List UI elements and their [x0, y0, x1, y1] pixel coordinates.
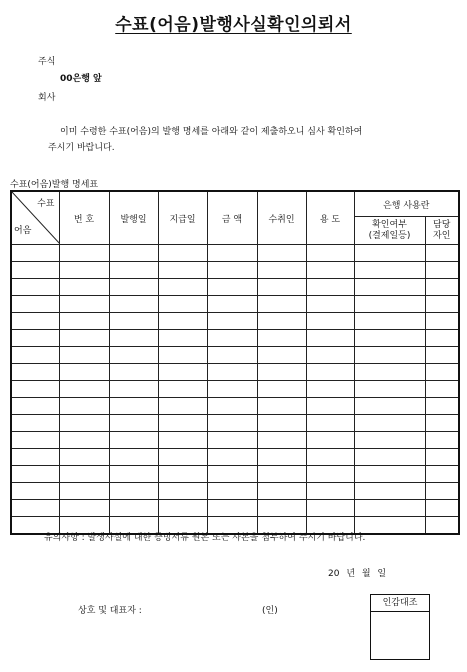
table-cell — [306, 483, 354, 500]
seal-verification-header: 인감대조 — [371, 595, 429, 612]
table-cell — [354, 432, 425, 449]
table-row — [11, 330, 459, 347]
table-cell — [425, 398, 459, 415]
table-cell — [109, 398, 158, 415]
col-header-number: 번 호 — [59, 191, 109, 245]
table-cell — [354, 262, 425, 279]
table-cell — [11, 381, 59, 398]
table-cell — [207, 432, 257, 449]
table-cell — [158, 449, 207, 466]
table-cell — [354, 500, 425, 517]
table-cell — [257, 500, 306, 517]
issuance-detail-table — [10, 190, 460, 535]
confirmation-label-line1: 확인여부 — [372, 219, 407, 230]
request-body-line1: 이미 수령한 수표(어음)의 발행 명세를 아래와 같이 제출하오니 심사 확인하여 — [60, 127, 363, 137]
table-cell — [425, 364, 459, 381]
table-cell — [306, 279, 354, 296]
table-cell — [257, 262, 306, 279]
table-cell — [11, 500, 59, 517]
signature-label: 상호 및 대표자 : — [78, 606, 142, 616]
table-cell — [354, 313, 425, 330]
table-cell — [59, 466, 109, 483]
table-row — [11, 500, 459, 517]
table-cell — [306, 245, 354, 262]
table-row — [11, 245, 459, 262]
table-cell — [109, 313, 158, 330]
table-cell — [257, 279, 306, 296]
diag-label-check: 수표 — [37, 199, 55, 209]
col-header-purpose: 용 도 — [306, 191, 354, 245]
table-cell — [425, 466, 459, 483]
date-line: 20 년 월 일 — [328, 569, 387, 579]
col-header-payee: 수취인 — [257, 191, 306, 245]
table-cell — [354, 449, 425, 466]
table-cell — [425, 500, 459, 517]
table-cell — [425, 381, 459, 398]
table-cell — [354, 415, 425, 432]
table-cell — [59, 483, 109, 500]
addressee-name: 00은행 앞 — [60, 74, 102, 84]
table-row — [11, 296, 459, 313]
table-cell — [354, 483, 425, 500]
table-cell — [109, 296, 158, 313]
table-cell — [207, 466, 257, 483]
table-cell — [306, 449, 354, 466]
table-cell — [306, 296, 354, 313]
table-cell — [306, 330, 354, 347]
table-cell — [207, 364, 257, 381]
table-cell — [354, 296, 425, 313]
table-cell — [11, 466, 59, 483]
table-cell — [257, 330, 306, 347]
col-header-bank-use: 은행 사용란 — [354, 191, 459, 217]
table-row — [11, 449, 459, 466]
table-row — [11, 398, 459, 415]
table-cell — [425, 330, 459, 347]
table-cell — [158, 381, 207, 398]
table-cell — [257, 466, 306, 483]
table-cell — [158, 347, 207, 364]
officer-label-line2: 자인 — [433, 230, 451, 241]
table-cell — [11, 245, 59, 262]
table-cell — [257, 296, 306, 313]
table-cell — [207, 415, 257, 432]
table-row — [11, 466, 459, 483]
diag-label-bill: 어음 — [14, 226, 32, 236]
table-cell — [257, 449, 306, 466]
col-header-issue-date: 발행일 — [109, 191, 158, 245]
diagonal-header-cell — [11, 191, 59, 245]
table-row — [11, 415, 459, 432]
table-cell — [59, 432, 109, 449]
table-cell — [59, 245, 109, 262]
table-cell — [109, 466, 158, 483]
table-cell — [11, 313, 59, 330]
notice-text: 유의사항 : 발생사실에 대한 증빙서류 원본 또는 사본을 첨부하여 주시기 바랍니다. — [44, 533, 366, 543]
table-cell — [306, 262, 354, 279]
table-cell — [207, 330, 257, 347]
table-cell — [109, 330, 158, 347]
table-title: 수표(어음)발행 명세표 — [10, 180, 99, 190]
table-cell — [425, 432, 459, 449]
table-cell — [109, 347, 158, 364]
seal-mark: (인) — [262, 606, 278, 616]
table-cell — [306, 500, 354, 517]
table-cell — [207, 483, 257, 500]
table-cell — [11, 279, 59, 296]
table-cell — [306, 364, 354, 381]
request-body-line2: 주시기 바랍니다. — [48, 143, 115, 153]
table-cell — [158, 398, 207, 415]
table-cell — [11, 483, 59, 500]
table-cell — [257, 347, 306, 364]
table-cell — [425, 517, 459, 535]
table-cell — [11, 330, 59, 347]
table-cell — [306, 398, 354, 415]
table-cell — [207, 381, 257, 398]
table-row — [11, 313, 459, 330]
table-cell — [59, 381, 109, 398]
officer-label-line1: 담당 — [433, 219, 451, 230]
table-cell — [11, 296, 59, 313]
table-cell — [59, 296, 109, 313]
table-cell — [158, 483, 207, 500]
table-cell — [109, 245, 158, 262]
table-cell — [354, 347, 425, 364]
table-cell — [109, 432, 158, 449]
table-cell — [257, 381, 306, 398]
request-body — [48, 124, 440, 156]
table-cell — [207, 313, 257, 330]
table-cell — [109, 364, 158, 381]
confirmation-label-line2: (결제일등) — [368, 230, 411, 241]
table-cell — [109, 449, 158, 466]
table-row — [11, 347, 459, 364]
table-cell — [109, 415, 158, 432]
table-cell — [11, 364, 59, 381]
table-cell — [257, 364, 306, 381]
table-cell — [354, 398, 425, 415]
table-cell — [306, 313, 354, 330]
table-cell — [158, 432, 207, 449]
table-cell — [158, 364, 207, 381]
table-body — [11, 245, 459, 535]
table-cell — [257, 398, 306, 415]
table-cell — [158, 245, 207, 262]
table-cell — [425, 262, 459, 279]
table-cell — [354, 245, 425, 262]
table-row — [11, 432, 459, 449]
table-cell — [257, 415, 306, 432]
table-cell — [207, 262, 257, 279]
table-row — [11, 279, 459, 296]
table-row — [11, 364, 459, 381]
table-cell — [306, 466, 354, 483]
table-cell — [425, 347, 459, 364]
table-cell — [59, 364, 109, 381]
table-cell — [59, 500, 109, 517]
table-cell — [109, 262, 158, 279]
table-cell — [425, 245, 459, 262]
table-cell — [306, 432, 354, 449]
addressee-prefix: 주식 — [38, 57, 56, 67]
table-cell — [354, 381, 425, 398]
table-cell — [425, 313, 459, 330]
table-cell — [11, 347, 59, 364]
table-cell — [158, 330, 207, 347]
table-cell — [59, 262, 109, 279]
table-cell — [425, 296, 459, 313]
table-cell — [425, 415, 459, 432]
table-cell — [158, 296, 207, 313]
table-cell — [59, 398, 109, 415]
col-header-payment-date: 지급일 — [158, 191, 207, 245]
table-cell — [354, 330, 425, 347]
addressee-suffix: 회사 — [38, 93, 56, 103]
table-cell — [207, 347, 257, 364]
table-cell — [158, 262, 207, 279]
table-cell — [354, 279, 425, 296]
document-title: 수표(어음)발행사실확인의뢰서 — [115, 15, 352, 35]
table-cell — [59, 449, 109, 466]
table-cell — [425, 449, 459, 466]
table-row — [11, 262, 459, 279]
table-cell — [354, 364, 425, 381]
col-header-officer — [425, 217, 459, 245]
table-cell — [207, 279, 257, 296]
table-cell — [306, 415, 354, 432]
table-cell — [207, 245, 257, 262]
table-cell — [59, 347, 109, 364]
table-cell — [59, 415, 109, 432]
table-cell — [11, 398, 59, 415]
col-header-amount: 금 액 — [207, 191, 257, 245]
seal-verification-box — [370, 594, 430, 660]
table-cell — [59, 279, 109, 296]
table-cell — [158, 466, 207, 483]
table-cell — [306, 381, 354, 398]
table-cell — [158, 313, 207, 330]
table-row — [11, 483, 459, 500]
table-cell — [109, 500, 158, 517]
table-cell — [158, 500, 207, 517]
table-cell — [257, 313, 306, 330]
table-cell — [425, 279, 459, 296]
table-cell — [11, 449, 59, 466]
table-cell — [306, 347, 354, 364]
table-cell — [11, 415, 59, 432]
table-cell — [158, 415, 207, 432]
table-cell — [109, 483, 158, 500]
table-cell — [354, 466, 425, 483]
table-cell — [257, 245, 306, 262]
table-cell — [11, 262, 59, 279]
table-cell — [207, 449, 257, 466]
table-cell — [257, 483, 306, 500]
table-cell — [207, 296, 257, 313]
table-cell — [207, 500, 257, 517]
table-cell — [425, 483, 459, 500]
table-cell — [207, 398, 257, 415]
table-cell — [59, 313, 109, 330]
table-row — [11, 381, 459, 398]
table-cell — [11, 432, 59, 449]
table-cell — [109, 381, 158, 398]
col-header-confirmation — [354, 217, 425, 245]
table-cell — [59, 330, 109, 347]
table-cell — [109, 279, 158, 296]
table-cell — [257, 432, 306, 449]
table-cell — [158, 279, 207, 296]
